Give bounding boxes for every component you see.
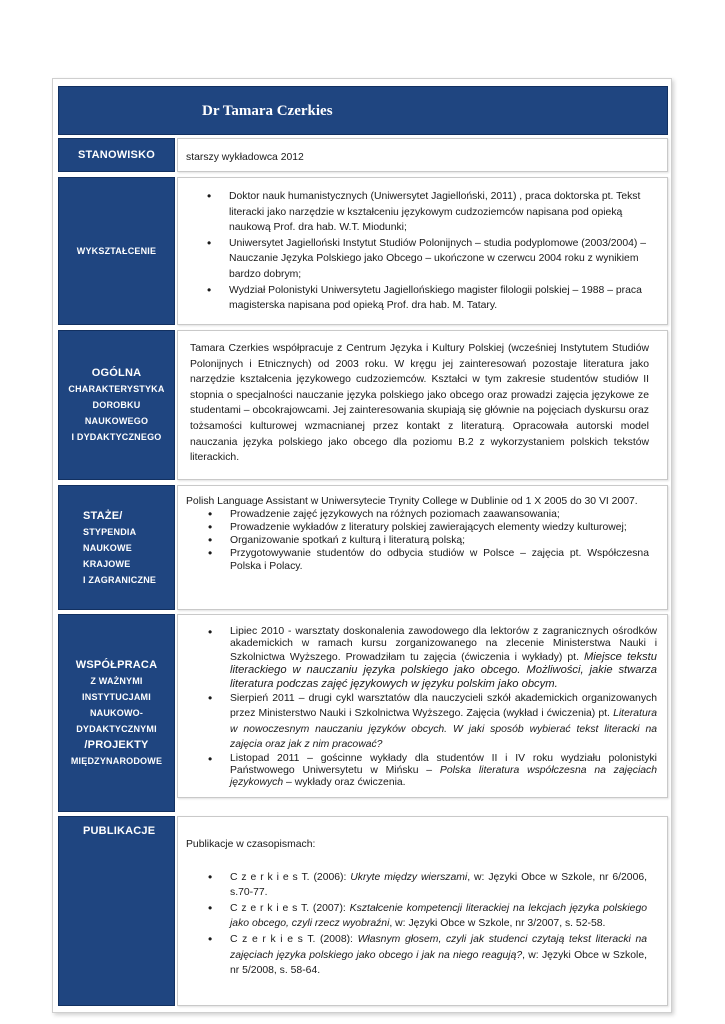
education-item: • Doktor nauk humanistycznych (Uniwersytet Jagielloński, 2011) , praca doktorska pt. Tekst literacki jako narzędzie w kształceniu językowym cudzoziemców napisana pod opieką naukową Prof. dra hab. W.T. Miodunki; xyxy=(193,189,647,236)
cooperation-item xyxy=(194,691,657,753)
education-item: • Uniwersytet Jagielloński Instytut Studiów Polonijnych – studia podyplomowe (2003/2004) – Nauczanie Języka Polskiego jako Obcego – ukończone w czerwcu 2004 roku z wynikiem bardzo dobrym; xyxy=(193,236,647,283)
internships-label-line: STYPENDIA xyxy=(83,526,137,537)
cooperation-label-cell xyxy=(58,614,175,812)
position-label-cell xyxy=(58,138,175,172)
publication-author: C z e r k i e s xyxy=(230,902,298,914)
publication-year: T. (2008): xyxy=(307,933,353,945)
cooperation-item-text: Sierpień 2011 – drugi cykl warsztatów dla nauczycieli szkół akademickich organizowanych przez Ministerstwo Nauki i Szkolnictwa Wyższego. Zajęcia (wykład i ćwiczenia) pt. xyxy=(230,693,657,720)
publication-title: Własnym głosem, czyli jak studenci czytają tekst literacki na zajęciach języka polskiego jako obcego i jak na niego reagują? xyxy=(230,933,648,961)
education-cell xyxy=(177,177,668,325)
publication-item xyxy=(194,870,647,901)
publications-label-cell xyxy=(58,816,175,1006)
publication-year: T. (2007): xyxy=(300,902,346,914)
overview-label-line: I DYDAKTYCZNEGO xyxy=(71,432,162,442)
cooperation-label-line: WSPÓŁPRACA xyxy=(75,659,158,671)
name-header xyxy=(58,86,668,135)
publications-intro: Publikacje w czasopismach: xyxy=(186,839,316,850)
cooperation-item-text: Listopad 2011 – gościnne wykłady dla studentów II i IV roku wydziału polonistyki Państwowego Uniwersytetu w Mińsku – xyxy=(230,752,657,777)
internship-item: • Prowadzenie wykładów z literatury polskiej zawierających elementy wiedzy kulturowej; xyxy=(194,521,649,534)
internships-label-line: I ZAGRANICZNE xyxy=(83,574,157,585)
cooperation-item-text: Lipiec 2010 - warsztaty doskonalenia zawodowego dla lektorów z zagranicznych ośrodków akademickich w ramach kursu zorganizowanego na zlecenie Ministerstwa Nauki i Szkolnictwa Wyższego. Prowadziłam tu zajęcia (ćwiczenia i wykłady) pt. xyxy=(230,626,657,663)
overview-text: Tamara Czerkies współpracuje z Centrum Języka i Kultury Polskiej (wcześniej Instytutem Studiów Polonijnych i Etnicznych) od 2003 roku. W kręgu jej zainteresowań pozostaje literatura jako narzędzie kształcenia językowego cudzoziemców. Kształci w tym zakresie studentów studiów II stopnia o specjalności nauczanie języka polskiego jako obcego oraz prowadzi zajęcia językowe ze studentami – obcokrajowcami. Jej zainteresowania skupiają się głównie na pojęciach dyskursu oraz tożsamości kulturowej wzmacnianej przez kontakt z literaturą. Opracowała autorski model nauczania języka polskiego jako obcego dla poziomu B.2 z wykorzystaniem polskich tekstów literackich. xyxy=(190,343,649,464)
publication-author: C z e r k i e s xyxy=(230,871,298,883)
cooperation-list xyxy=(186,626,657,790)
cooperation-item-title: Miejsce tekstu literackiego w nauczaniu języka polskiego jako obcego. Możliwości, jakie stwarza literatura podczas zajęć językowych w języku polskim jako obcym. xyxy=(230,650,657,690)
publication-source: , w: Języki Obce w Szkole, nr 3/2007, s. 52-58. xyxy=(389,918,606,930)
internships-list xyxy=(186,508,649,573)
internship-item: • Przygotowywanie studentów do odbycia studiów w Polsce – zajęcia pt. Współczesna Polska i Polacy. xyxy=(194,547,649,573)
overview-label-line: OGÓLNA xyxy=(91,367,142,379)
education-list xyxy=(193,189,647,314)
cooperation-item-title: Polska literatura współczesna na zajęciach językowych xyxy=(230,765,658,789)
publication-title: Ukryte między wierszami xyxy=(350,871,468,883)
publication-title: Kształcenie kompetencji literackiej na lekcjach języka polskiego jako obcego, czyli rzecz wyobraźni xyxy=(230,902,648,930)
education-label-cell xyxy=(58,177,175,325)
internships-intro: Polish Language Assistant w Uniwersytecie Trynity College w Dublinie od 1 X 2005 do 30 VI 2007. xyxy=(186,496,638,507)
cooperation-item xyxy=(194,753,657,790)
position-value: starszy wykładowca 2012 xyxy=(186,152,304,163)
person-name: Dr Tamara Czerkies xyxy=(202,103,333,119)
cooperation-cell xyxy=(177,614,668,798)
cooperation-label-line: Z WAŻNYMI xyxy=(90,676,143,686)
internships-label-line: KRAJOWE xyxy=(83,558,131,569)
internships-cell xyxy=(177,485,668,610)
internships-label-line: NAUKOWE xyxy=(83,542,132,553)
education-item: • Wydział Polonistyki Uniwersytetu Jagiellońskiego magister filologii polskiej – 1988 – praca magisterska napisana pod opieką Prof. dra hab. M. Tatary. xyxy=(193,283,647,314)
overview-label-cell xyxy=(58,330,175,480)
publication-item xyxy=(194,901,647,932)
cooperation-label-line: MIĘDZYNARODOWE xyxy=(70,756,163,766)
overview-label-line: DOROBKU xyxy=(92,400,141,410)
internships-label-line: STAŻE/ xyxy=(83,509,123,522)
overview-label-line: CHARAKTERYSTYKA xyxy=(68,384,165,394)
cooperation-item-title: Literatura w nowoczesnym nauczaniu języków obcych. W jaki sposób wybierać tekst literacki na zajęcia oraz jak z nim pracować? xyxy=(230,708,657,751)
education-label: WYKSZTAŁCENIE xyxy=(76,246,157,256)
internship-item: • Organizowanie spotkań z kulturą i literaturą polską; xyxy=(194,534,649,547)
publications-cell xyxy=(177,816,668,1006)
overview-cell xyxy=(177,330,668,480)
cooperation-item-tail: – wykłady oraz ćwiczenia. xyxy=(286,777,406,789)
position-value-cell xyxy=(177,138,668,172)
position-label: STANOWISKO xyxy=(78,149,155,161)
publication-source: , w: Języki Obce w Szkole, nr 6/2006, s.70-77. xyxy=(230,871,648,899)
publication-source: , w: Języki Obce w Szkole, nr 5/2008, s. 58-64. xyxy=(230,949,647,977)
publications-label: PUBLIKACJE xyxy=(83,825,156,837)
internships-label-cell xyxy=(58,485,175,610)
cooperation-label-line: DYDAKTYCZNYMI xyxy=(76,724,157,734)
cooperation-label-line: NAUKOWO- xyxy=(89,708,144,718)
cooperation-label-line: /PROJEKTY xyxy=(84,739,149,751)
publication-item xyxy=(194,932,647,979)
publication-year: T. (2006): xyxy=(301,871,347,883)
publication-author: C z e r k i e s xyxy=(230,933,303,945)
cooperation-item xyxy=(194,626,657,691)
cooperation-label-line: INSTYTUCJAMI xyxy=(82,692,151,702)
internship-item: • Prowadzenie zajęć językowych na różnych poziomach zaawansowania; xyxy=(194,508,649,521)
overview-label-line: NAUKOWEGO xyxy=(84,416,149,426)
publications-list xyxy=(186,870,647,979)
